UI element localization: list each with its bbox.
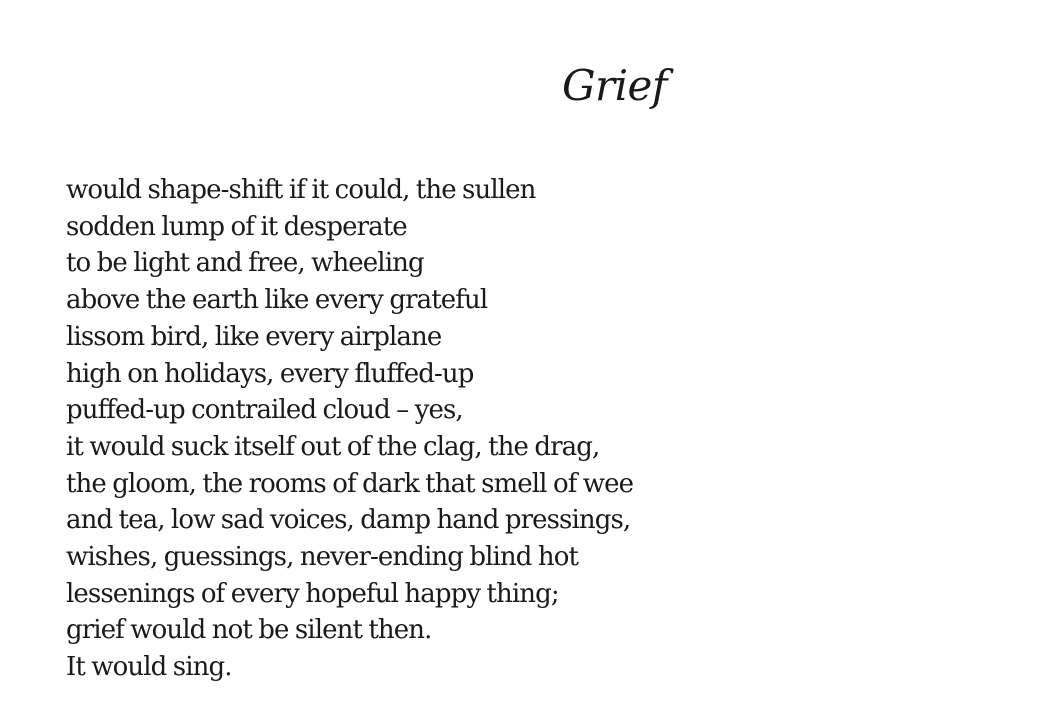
poem-title: Grief: [562, 61, 667, 110]
poem-body: [66, 172, 966, 686]
poem-line: lissom bird, like every airplane: [66, 321, 442, 352]
poem-line: the gloom, the rooms of dark that smell of wee: [66, 468, 634, 499]
poem-line: above the earth like every grateful: [66, 285, 488, 316]
poem-line: sodden lump of it desperate: [66, 211, 407, 242]
poem-line: It would sing.: [66, 652, 232, 683]
poem-line: grief would not be silent then.: [66, 615, 432, 646]
poem-line: would shape-shift if it could, the sullen: [66, 175, 536, 205]
poem-line: and tea, low sad voices, damp hand pressings,: [66, 505, 631, 536]
poem-line: to be light and free, wheeling: [66, 248, 424, 279]
poem-line: lessenings of every hopeful happy thing;: [66, 578, 559, 609]
poem-line: puffed-up contrailed cloud – yes,: [66, 395, 463, 426]
poem-line: wishes, guessings, never-ending blind hot: [66, 542, 578, 573]
poem-line: high on holidays, every fluffed-up: [66, 358, 474, 389]
poem-line: it would suck itself out of the clag, the drag,: [66, 431, 600, 462]
